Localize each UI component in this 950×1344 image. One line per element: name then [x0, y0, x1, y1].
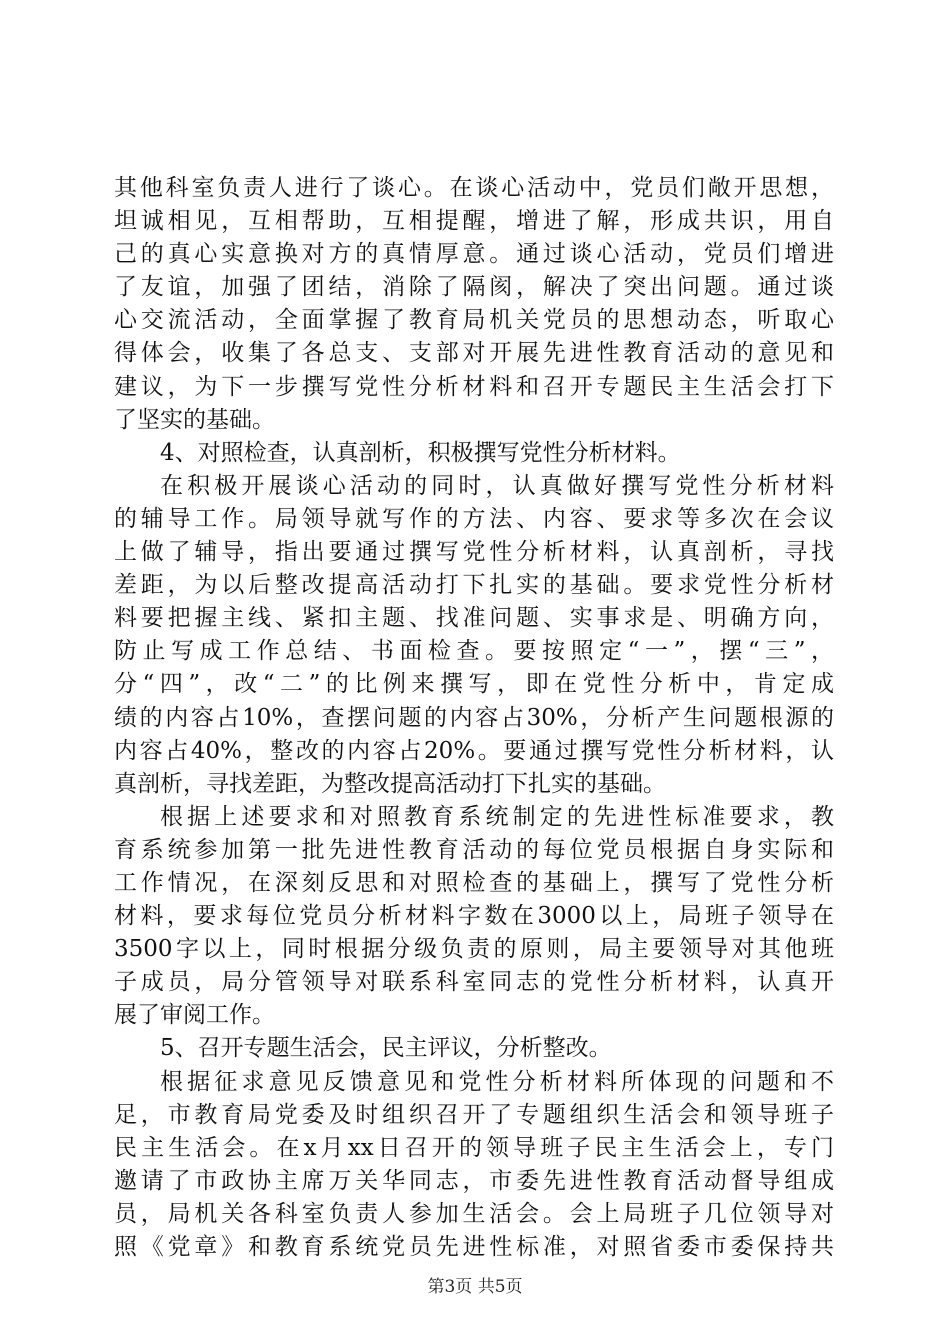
text-line: 足，市教育局党委及时组织召开了专题组织生活会和领导班子	[114, 1101, 834, 1128]
text-line: 材料，要求每位党员分析材料字数在3000以上，局班子领导在	[114, 903, 834, 930]
text-line: 邀请了市政协主席万关华同志，市委先进性教育活动督导组成	[114, 1167, 834, 1194]
text-line: 分“四”，改“二”的比例来撰写，即在党性分析中，肯定成	[114, 671, 834, 698]
text-line: 得体会，收集了各总支、支部对开展先进性教育活动的意见和	[114, 340, 834, 367]
text-line: 了友谊，加强了团结，消除了隔阂，解决了突出问题。通过谈	[114, 274, 834, 301]
text-line: 了坚实的基础。	[114, 406, 275, 433]
text-line: 员，局机关各科室负责人参加生活会。会上局班子几位领导对	[114, 1200, 834, 1227]
page-footer: 第3页 共5页	[427, 1277, 523, 1297]
text-line: 根据征求意见反馈意见和党性分析材料所体现的问题和不	[160, 1068, 834, 1095]
text-line: 心交流活动，全面掌握了教育局机关党员的思想动态，听取心	[114, 307, 834, 334]
text-line: 工作情况，在深刻反思和对照检查的基础上，撰写了党性分析	[114, 869, 834, 896]
text-line: 5、召开专题生活会，民主评议，分析整改。	[160, 1035, 612, 1062]
text-line: 防止写成工作总结、书面检查。要按照定“一”，摆“三”，	[114, 638, 834, 665]
text-line: 其他科室负责人进行了谈心。在谈心活动中，党员们敞开思想，	[114, 175, 834, 201]
text-line: 在积极开展谈心活动的同时，认真做好撰写党性分析材料	[160, 472, 834, 499]
text-line: 3500字以上，同时根据分级负责的原则，局主要领导对其他班	[114, 936, 834, 963]
text-line: 4、对照检查，认真剖析，积极撰写党性分析材料。	[160, 439, 681, 466]
text-line: 育系统参加第一批先进性教育活动的每位党员根据自身实际和	[114, 836, 834, 863]
text-line: 绩的内容占10%，查摆问题的内容占30%，分析产生问题根源的	[114, 704, 834, 731]
text-line: 的辅导工作。局领导就写作的方法、内容、要求等多次在会议	[114, 505, 834, 532]
text-line: 展了审阅工作。	[114, 1002, 275, 1029]
text-line: 根据上述要求和对照教育系统制定的先进性标准要求，教	[160, 803, 834, 830]
text-line: 子成员，局分管领导对联系科室同志的党性分析材料，认真开	[114, 969, 834, 996]
text-line: 上做了辅导，指出要通过撰写党性分析材料，认真剖析，寻找	[114, 539, 834, 566]
text-line: 己的真心实意换对方的真情厚意。通过谈心活动，党员们增进	[114, 241, 834, 268]
text-line: 真剖析，寻找差距，为整改提高活动打下扎实的基础。	[114, 770, 666, 797]
text-line: 内容占40%，整改的内容占20%。要通过撰写党性分析材料，认	[114, 737, 834, 764]
text-line: 料要把握主线、紧扣主题、找准问题、实事求是、明确方向，	[114, 605, 834, 632]
text-line: 建议，为下一步撰写党性分析材料和召开专题民主生活会打下	[114, 373, 834, 400]
text-line: 民主生活会。在x月xx日召开的领导班子民主生活会上，专门	[114, 1134, 834, 1161]
document-body	[114, 172, 834, 1264]
text-line: 坦诚相见，互相帮助，互相提醒，增进了解，形成共识，用自	[114, 208, 834, 235]
text-line: 差距，为以后整改提高活动打下扎实的基础。要求党性分析材	[114, 572, 834, 599]
text-line: 照《党章》和教育系统党员先进性标准，对照省委市委保持共	[114, 1234, 834, 1260]
